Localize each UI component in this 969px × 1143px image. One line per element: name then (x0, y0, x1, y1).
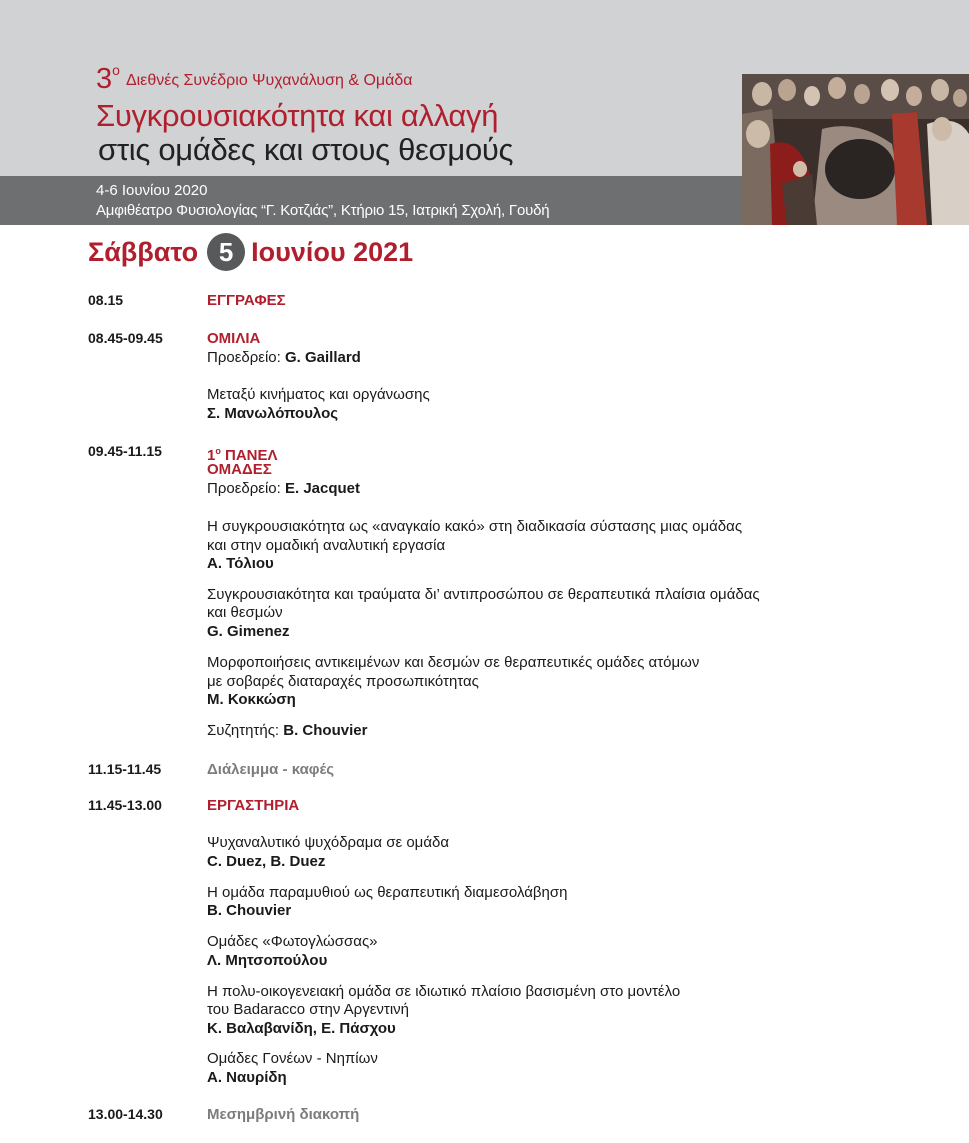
break-title: Διάλειμμα - καφές (207, 761, 335, 778)
discussant-label: Συζητητής: (207, 722, 280, 739)
painting-illustration (742, 74, 969, 225)
session-time: 08.15 (88, 292, 124, 308)
break-title: Μεσημβρινή διακοπή (207, 1106, 360, 1123)
session-title: ΕΓΓΡΑΦΕΣ (207, 292, 286, 309)
conference-line (96, 62, 413, 96)
session-time: 11.45-13.00 (88, 797, 162, 813)
panel-number-sup: ο (215, 446, 221, 456)
chair-name: G. Gaillard (284, 349, 361, 366)
chair-label: Προεδρείο: (207, 349, 281, 366)
conference-venue: Αμφιθέατρο Φυσιολογίας “Γ. Κοτζιάς”, Κτήριο 15, Ιατρική Σχολή, Γουδή (96, 202, 550, 219)
speaker-name: Σ. Μανωλόπουλος (207, 405, 339, 422)
talk-title: Η συγκρουσιακότητα ως «αναγκαίο κακό» στη διαδικασία σύστασης μιας ομάδας (207, 518, 743, 535)
workshop-title-cont: του Badaracco στην Αργεντινή (207, 1001, 409, 1018)
workshop-title: Ομάδες «Φωτογλώσσας» (207, 933, 378, 950)
session-time: 09.45-11.15 (88, 443, 162, 459)
painting-image (742, 74, 969, 225)
session-time: 13.00-14.30 (88, 1106, 163, 1122)
talk-title-cont: και θεσμών (207, 604, 283, 621)
speaker-name: Α. Τόλιου (207, 555, 274, 572)
workshop-title: Ψυχαναλυτικό ψυχόδραμα σε ομάδα (207, 834, 450, 851)
chair-name: E. Jacquet (284, 480, 361, 497)
talk-title: Μορφοποιήσεις αντικειμένων και δεσμών σε θεραπευτικές ομάδες ατόμων (207, 654, 700, 671)
talk-title-cont: με σοβαρές διαταραχές προσωπικότητας (207, 673, 479, 690)
chair-line (207, 480, 360, 497)
discussant-name: B. Chouvier (283, 722, 368, 739)
speaker-name: Κ. Βαλαβανίδη, Ε. Πάσχου (207, 1020, 396, 1037)
session-subtitle: ΟΜΑΔΕΣ (207, 461, 272, 478)
talk-title: Συγκρουσιακότητα και τραύματα δι’ αντιπροσώπου σε θεραπευτικά πλαίσια ομάδας (207, 586, 760, 603)
day-number-badge: 5 (207, 233, 245, 271)
speaker-name: Λ. Μητσοπούλου (207, 952, 328, 969)
conference-number: 3 (96, 63, 113, 95)
speaker-name: G. Gimenez (207, 623, 290, 640)
speaker-name: Μ. Κοκκώση (207, 691, 296, 708)
conference-number-sup: ο (112, 62, 120, 78)
day-weekday: Σάββατο (88, 236, 199, 267)
session-title: ΟΜΙΛΙΑ (207, 330, 261, 347)
session-title: ΕΡΓΑΣΤΗΡΙΑ (207, 797, 300, 814)
session-time: 08.45-09.45 (88, 330, 163, 346)
discussant-line (207, 722, 367, 739)
speaker-name: B. Chouvier (207, 902, 292, 919)
workshop-title: Η ομάδα παραμυθιού ως θεραπευτική διαμεσολάβηση (207, 884, 568, 901)
conference-name: Διεθνές Συνέδριο Ψυχανάλυση & Ομάδα (125, 72, 413, 89)
workshop-title: Η πολυ-οικογενειακή ομάδα σε ιδιωτικό πλαίσιο βασισμένη στο μοντέλο (207, 983, 681, 1000)
speaker-name: C. Duez, B. Duez (207, 853, 326, 870)
talk-title-cont: και στην ομαδική αναλυτική εργασία (207, 537, 446, 554)
workshop-title: Ομάδες Γονέων - Νηπίων (207, 1050, 378, 1067)
day-heading (88, 232, 413, 272)
panel-number: 1 (207, 447, 216, 464)
title-line-1: Συγκρουσιακότητα και αλλαγή (96, 98, 499, 133)
panel-label: ΠΑΝΕΛ (225, 447, 278, 464)
talk-title: Μεταξύ κινήματος και οργάνωσης (207, 386, 430, 403)
day-month-year: Ιουνίου 2021 (251, 236, 414, 267)
chair-label: Προεδρείο: (207, 480, 281, 497)
speaker-name: Α. Ναυρίδη (207, 1069, 287, 1086)
chair-line (207, 349, 361, 366)
title-line-2: στις ομάδες και στους θεσμούς (98, 132, 514, 167)
session-time: 11.15-11.45 (88, 761, 162, 777)
conference-dates: 4-6 Ιουνίου 2020 (96, 182, 208, 199)
